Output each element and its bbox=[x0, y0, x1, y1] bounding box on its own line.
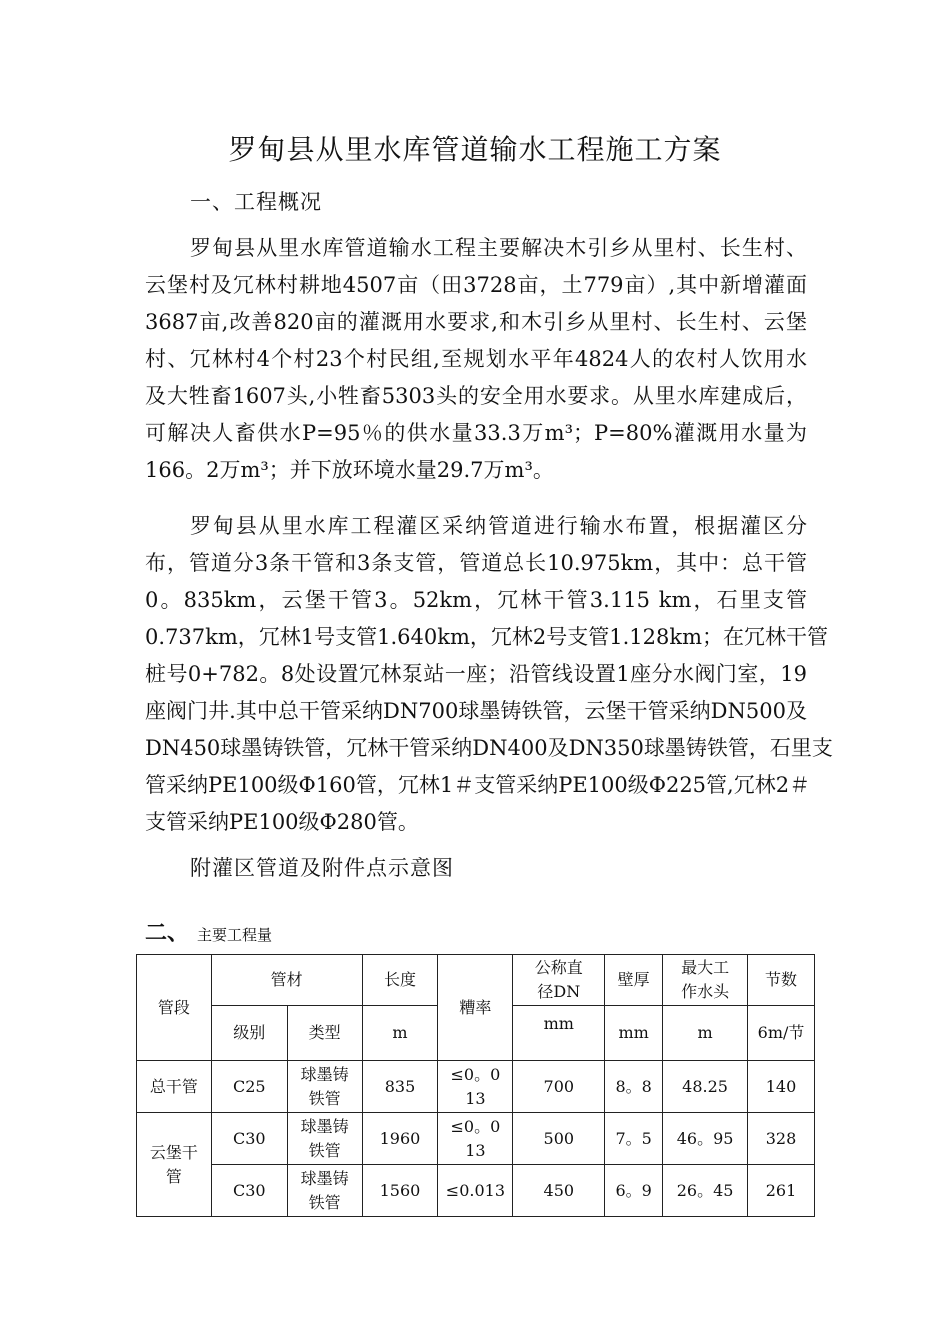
cell-diameter: 500 bbox=[513, 1113, 605, 1165]
cell-roughness: ≤0.013 bbox=[438, 1165, 513, 1217]
cell-sections: 140 bbox=[748, 1061, 815, 1113]
cell-type bbox=[287, 1061, 362, 1113]
cell-length: 835 bbox=[362, 1061, 438, 1113]
header-grade: 级别 bbox=[211, 1006, 287, 1061]
cell-line: 铁管 bbox=[308, 1088, 341, 1108]
cell-line: 球墨铸 bbox=[300, 1168, 349, 1188]
header-head-line: 作水头 bbox=[681, 982, 730, 1001]
header-sections-unit: 6m/节 bbox=[748, 1006, 815, 1061]
paragraph-line: 支管采纳PE100级Φ280管。 bbox=[145, 810, 419, 834]
paragraph-line: 桩号0+782。8处设置冗林泵站一座；沿管线设置1座分水阀门室，19 bbox=[145, 662, 807, 686]
header-length: 长度 bbox=[362, 955, 438, 1006]
section-title: 主要工程量 bbox=[197, 926, 273, 944]
paragraph-overview bbox=[145, 230, 807, 489]
cell-head: 48.25 bbox=[663, 1061, 748, 1113]
cell-line: 13 bbox=[465, 1140, 486, 1160]
paragraph-pipeline-layout bbox=[145, 508, 833, 841]
cell-grade: C30 bbox=[211, 1113, 287, 1165]
cell-segment: 总干管 bbox=[137, 1061, 212, 1113]
cell-line: 铁管 bbox=[308, 1192, 341, 1212]
header-segment: 管段 bbox=[137, 955, 212, 1061]
cell-length: 1960 bbox=[362, 1113, 438, 1165]
cell-sections: 261 bbox=[748, 1165, 815, 1217]
table-row bbox=[137, 1165, 815, 1217]
paragraph-line: 罗甸县从里水库管道输水工程主要解决木引乡从里村、长生村、 bbox=[190, 236, 807, 260]
paragraph-line: 可解决人畜供水P=95％的供水量33.3万m³；P=80%灌溉用水量为 bbox=[145, 421, 807, 445]
cell-grade: C30 bbox=[211, 1165, 287, 1217]
cell-line: ≤0。0 bbox=[450, 1116, 501, 1136]
paragraph-line: 及大牲畜1607头,小牲畜5303头的安全用水要求。从里水库建成后， bbox=[145, 384, 807, 408]
header-sections: 节数 bbox=[748, 955, 815, 1006]
header-head-line: 最大工 bbox=[681, 958, 730, 977]
section-heading-overview: 一、工程概况 bbox=[190, 190, 322, 214]
header-type: 类型 bbox=[287, 1006, 362, 1061]
header-head-unit: m bbox=[663, 1006, 748, 1061]
cell-type bbox=[287, 1165, 362, 1217]
table-row bbox=[137, 1113, 815, 1165]
cell-sections: 328 bbox=[748, 1113, 815, 1165]
paragraph-line: DN450球墨铸铁管，冗林干管采纳DN400及DN350球墨铸铁管，石里支 bbox=[145, 736, 833, 760]
paragraph-line: 村、冗林村4个村23个村民组,至规划水平年4824人的农村人饮用水 bbox=[145, 347, 807, 371]
paragraph-line: 3687亩,改善820亩的灌溉用水要求,和木引乡从里村、长生村、云堡 bbox=[145, 310, 807, 334]
header-roughness: 糟率 bbox=[438, 955, 513, 1061]
cell-line: ≤0。0 bbox=[450, 1064, 501, 1084]
paragraph-line: 云堡村及冗林村耕地4507亩（田3728亩，土779亩）,其中新增灌面 bbox=[145, 273, 807, 297]
paragraph-line: 管采纳PE100级Φ160管，冗林1＃支管采纳PE100级Φ225管,冗林2＃ bbox=[145, 773, 811, 797]
header-pipe: 管材 bbox=[211, 955, 362, 1006]
cell-grade: C25 bbox=[211, 1061, 287, 1113]
paragraph-line: 布，管道分3条干管和3条支管，管道总长10.975km，其中：总干管 bbox=[145, 551, 807, 575]
cell-head: 26。45 bbox=[663, 1165, 748, 1217]
cell-wall: 6。9 bbox=[605, 1165, 663, 1217]
section-number: 二、 bbox=[145, 921, 190, 946]
header-length-unit: m bbox=[362, 1006, 438, 1061]
cell-line: 云堡干 bbox=[149, 1142, 198, 1162]
cell-line: 13 bbox=[465, 1088, 486, 1108]
header-head bbox=[663, 955, 748, 1006]
paragraph-line: 罗甸县从里水库工程灌区采纳管道进行输水布置，根据灌区分 bbox=[190, 514, 807, 538]
cell-diameter: 700 bbox=[513, 1061, 605, 1113]
paragraph-line: 座阀门井.其中总干管采纳DN700球墨铸铁管，云堡干管采纳DN500及 bbox=[145, 699, 807, 723]
cell-segment bbox=[137, 1113, 212, 1217]
cell-length: 1560 bbox=[362, 1165, 438, 1217]
header-wall: 壁厚 bbox=[605, 955, 663, 1006]
cell-roughness bbox=[438, 1113, 513, 1165]
cell-roughness bbox=[438, 1061, 513, 1113]
header-diameter-line: 公称直 bbox=[534, 958, 583, 977]
cell-type bbox=[287, 1113, 362, 1165]
quantities-table bbox=[136, 954, 815, 1217]
cell-line: 铁管 bbox=[308, 1140, 341, 1160]
header-diameter-line: 径DN bbox=[537, 982, 581, 1001]
cell-head: 46。95 bbox=[663, 1113, 748, 1165]
header-diameter bbox=[513, 955, 605, 1006]
paragraph-line: 166。2万m³；并下放环境水量29.7万m³。 bbox=[145, 458, 554, 482]
document-title: 罗甸县从里水库管道输水工程施工方案 bbox=[228, 133, 722, 166]
cell-line: 球墨铸 bbox=[300, 1116, 349, 1136]
cell-diameter: 450 bbox=[513, 1165, 605, 1217]
table-header-row bbox=[137, 955, 815, 1006]
paragraph-line: 0。835km，云堡干管3。52km，冗林干管3.115 km，石里支管 bbox=[145, 588, 807, 612]
cell-line: 管 bbox=[165, 1166, 182, 1186]
header-wall-unit: mm bbox=[605, 1006, 663, 1061]
table-row bbox=[137, 1061, 815, 1113]
section-heading-quantities bbox=[145, 916, 272, 947]
cell-wall: 7。5 bbox=[605, 1113, 663, 1165]
header-diameter-unit: mm bbox=[513, 1006, 605, 1061]
attachment-note: 附灌区管道及附件点示意图 bbox=[190, 856, 454, 880]
cell-line: 球墨铸 bbox=[300, 1064, 349, 1084]
paragraph-line: 0.737km，冗林1号支管1.640km，冗林2号支管1.128km；在冗林干管 bbox=[145, 625, 828, 649]
cell-wall: 8。8 bbox=[605, 1061, 663, 1113]
